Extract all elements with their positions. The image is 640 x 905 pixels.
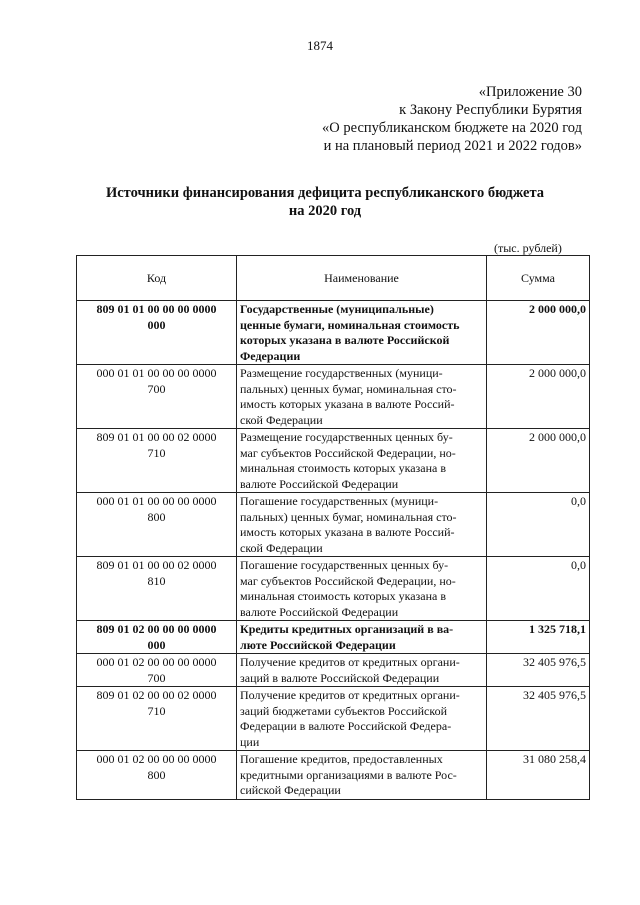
table-header-row — [77, 256, 590, 301]
code-line: 700 — [147, 670, 166, 685]
row-sum: 2 000 000,0 — [487, 429, 590, 493]
name-line: сийской Федерации — [240, 783, 341, 797]
financing-sources-table — [76, 255, 590, 800]
name-line: кредитными организациями в валюте Рос- — [240, 767, 457, 782]
appendix-line: «О республиканском бюджете на 2020 год — [322, 120, 582, 136]
row-code — [77, 493, 237, 557]
name-line: заций бюджетами субъектов Российской — [240, 703, 447, 718]
row-code — [77, 621, 237, 654]
appendix-reference — [162, 83, 582, 155]
name-line: которых указана в валюте Российской — [240, 333, 450, 347]
row-sum: 0,0 — [487, 493, 590, 557]
row-sum: 2 000 000,0 — [487, 365, 590, 429]
page-number: 1874 — [307, 38, 333, 53]
name-line: минальная стоимость которых указана в — [240, 589, 447, 603]
row-code — [77, 557, 237, 621]
name-line: пальных) ценных бумаг, номинальная сто- — [240, 509, 457, 524]
name-line: Размещение государственных ценных бу- — [240, 430, 453, 444]
table-row — [77, 301, 590, 365]
row-name — [237, 751, 487, 800]
table-row — [77, 493, 590, 557]
row-name — [237, 365, 487, 429]
row-name — [237, 429, 487, 493]
name-line: имость которых указана в валюте Россий- — [240, 525, 455, 539]
row-code — [77, 301, 237, 365]
name-line: валюте Российской Федерации — [240, 604, 399, 619]
code-line: 000 01 01 00 00 00 0000 — [96, 366, 217, 380]
row-name — [237, 301, 487, 365]
code-line: 800 — [147, 509, 166, 524]
code-line: 700 — [147, 381, 166, 396]
name-line: пальных) ценных бумаг, номинальная сто- — [240, 381, 457, 396]
code-line: 809 01 01 00 00 02 0000 — [96, 558, 217, 572]
row-code — [77, 751, 237, 800]
code-line: 809 01 02 00 00 00 0000 — [96, 622, 217, 636]
name-line: Погашение государственных (муници- — [240, 494, 439, 508]
table-row — [77, 365, 590, 429]
code-line: 710 — [147, 703, 166, 718]
table-row — [77, 621, 590, 654]
row-name — [237, 621, 487, 654]
row-sum: 32 405 976,5 — [487, 687, 590, 751]
name-line: Получение кредитов от кредитных органи- — [240, 688, 460, 702]
code-line: 710 — [147, 445, 166, 460]
row-sum: 0,0 — [487, 557, 590, 621]
row-sum: 31 080 258,4 — [487, 751, 590, 800]
code-line: 000 — [147, 637, 166, 652]
row-name — [237, 493, 487, 557]
name-line: Погашение государственных ценных бу- — [240, 558, 449, 572]
table-row — [77, 687, 590, 751]
row-sum: 2 000 000,0 — [487, 301, 590, 365]
title-line: Источники финансирования дефицита республиканского бюджета — [105, 185, 545, 201]
header-code: Код — [77, 256, 237, 301]
code-line: 809 01 02 00 00 02 0000 — [96, 688, 217, 702]
row-code — [77, 429, 237, 493]
table-row — [77, 751, 590, 800]
row-code — [77, 687, 237, 751]
name-line: Федерации в валюте Российской Федера- — [240, 719, 452, 733]
row-name — [237, 654, 487, 687]
code-line: 000 01 02 00 00 00 0000 — [96, 655, 217, 669]
name-line: люте Российской Федерации — [240, 637, 396, 652]
appendix-line: и на плановый период 2021 и 2022 годов» — [323, 138, 582, 154]
row-sum: 1 325 718,1 — [487, 621, 590, 654]
name-line: ской Федерации — [240, 540, 323, 555]
row-code — [77, 365, 237, 429]
name-line: маг субъектов Российской Федерации, но- — [240, 573, 456, 588]
title-line: на 2020 год — [288, 203, 362, 219]
table-row — [77, 557, 590, 621]
code-line: 000 — [147, 317, 166, 332]
code-line: 809 01 01 00 00 02 0000 — [96, 430, 217, 444]
units-label: (тыс. рублей) — [494, 241, 562, 255]
row-sum: 32 405 976,5 — [487, 654, 590, 687]
name-line: ценные бумаги, номинальная стоимость — [240, 317, 460, 332]
code-line: 810 — [147, 573, 166, 588]
code-line: 000 01 02 00 00 00 0000 — [96, 752, 217, 766]
row-name — [237, 687, 487, 751]
table-row — [77, 654, 590, 687]
name-line: Федерации — [240, 348, 301, 363]
name-line: Погашение кредитов, предоставленных — [240, 752, 443, 766]
name-line: заций в валюте Российской Федерации — [240, 670, 440, 685]
name-line: ции — [240, 734, 260, 749]
name-line: Получение кредитов от кредитных органи- — [240, 655, 460, 669]
row-code — [77, 654, 237, 687]
header-sum: Сумма — [487, 256, 590, 301]
name-line: Государственные (муниципальные) — [240, 302, 434, 316]
name-line: Размещение государственных (муници- — [240, 366, 443, 380]
name-line: имость которых указана в валюте Россий- — [240, 397, 455, 411]
header-name: Наименование — [237, 256, 487, 301]
document-title — [60, 184, 590, 220]
table-row — [77, 429, 590, 493]
appendix-line: «Приложение 30 — [478, 84, 582, 100]
appendix-line: к Закону Республики Бурятия — [399, 102, 582, 118]
row-name — [237, 557, 487, 621]
name-line: валюте Российской Федерации — [240, 476, 399, 491]
name-line: ской Федерации — [240, 412, 323, 427]
code-line: 000 01 01 00 00 00 0000 — [96, 494, 217, 508]
name-line: маг субъектов Российской Федерации, но- — [240, 445, 456, 460]
code-line: 809 01 01 00 00 00 0000 — [96, 302, 217, 316]
name-line: минальная стоимость которых указана в — [240, 461, 447, 475]
code-line: 800 — [147, 767, 166, 782]
name-line: Кредиты кредитных организаций в ва- — [240, 622, 454, 636]
